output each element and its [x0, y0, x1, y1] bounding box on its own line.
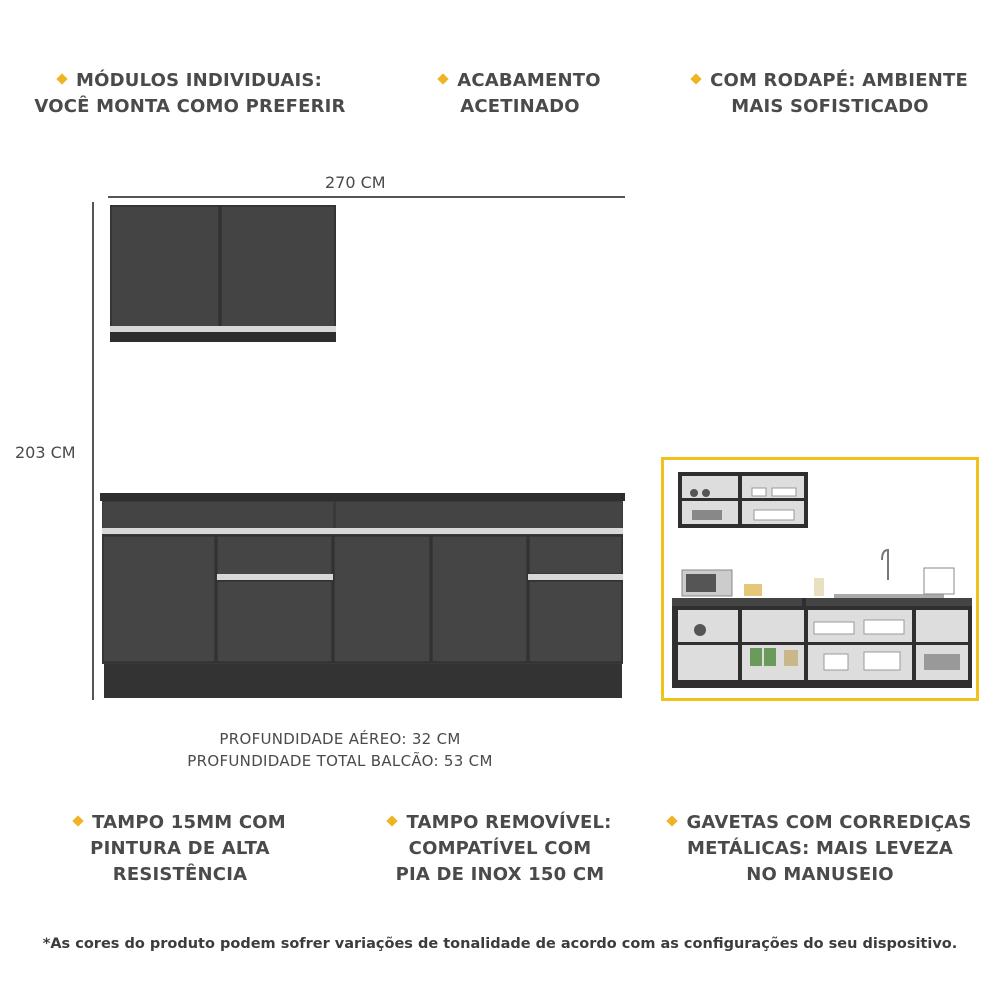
feature-line: PIA DE INOX 150 CM: [395, 864, 605, 885]
diamond-bullet-icon: [72, 815, 83, 826]
feature-line: RESISTÊNCIA: [112, 864, 248, 885]
height-dimension-label: 203 CM: [15, 443, 76, 462]
feature-gavetas: [655, 810, 985, 888]
feature-line: COM RODAPÉ: AMBIENTE: [710, 70, 968, 91]
feature-tampo: [50, 810, 310, 888]
kitchen-photo: [661, 457, 979, 701]
width-dimension-label: 270 CM: [325, 173, 386, 192]
feature-line: ACABAMENTO: [457, 70, 601, 91]
diamond-bullet-icon: [387, 815, 398, 826]
feature-line: TAMPO 15MM COM: [92, 812, 286, 833]
feature-line: ACETINADO: [460, 96, 580, 117]
diamond-bullet-icon: [690, 73, 701, 84]
feature-tampo-removivel: [375, 810, 625, 888]
upper-cabinet: [110, 205, 336, 342]
diamond-bullet-icon: [56, 73, 67, 84]
depth-info: [150, 728, 530, 772]
disclaimer-text: *As cores do produto podem sofrer variações de tonalidade de acordo com as configurações do seu dispositivo.: [42, 936, 958, 952]
feature-rodape: [680, 68, 980, 120]
feature-line: PINTURA DE ALTA: [90, 838, 270, 859]
feature-line: MAIS SOFISTICADO: [731, 96, 929, 117]
feature-line: TAMPO REMOVÍVEL:: [406, 812, 612, 833]
feature-line: VOCÊ MONTA COMO PREFERIR: [34, 96, 346, 117]
feature-line: GAVETAS COM CORREDIÇAS: [686, 812, 972, 833]
feature-line: MÓDULOS INDIVIDUAIS:: [76, 70, 322, 91]
diamond-bullet-icon: [438, 73, 449, 84]
feature-line: COMPATÍVEL COM: [408, 838, 592, 859]
kitchen-illustration: [664, 460, 976, 698]
base-cabinet: [100, 493, 625, 698]
feature-line: METÁLICAS: MAIS LEVEZA: [687, 838, 953, 859]
diamond-bullet-icon: [667, 815, 678, 826]
depth-upper: PROFUNDIDADE AÉREO: 32 CM: [219, 730, 461, 748]
feature-line: NO MANUSEIO: [746, 864, 894, 885]
feature-acabamento: [420, 68, 620, 120]
cabinet-drawing: [0, 180, 640, 700]
depth-base: PROFUNDIDADE TOTAL BALCÃO: 53 CM: [187, 752, 493, 770]
feature-modulos: [25, 68, 355, 120]
